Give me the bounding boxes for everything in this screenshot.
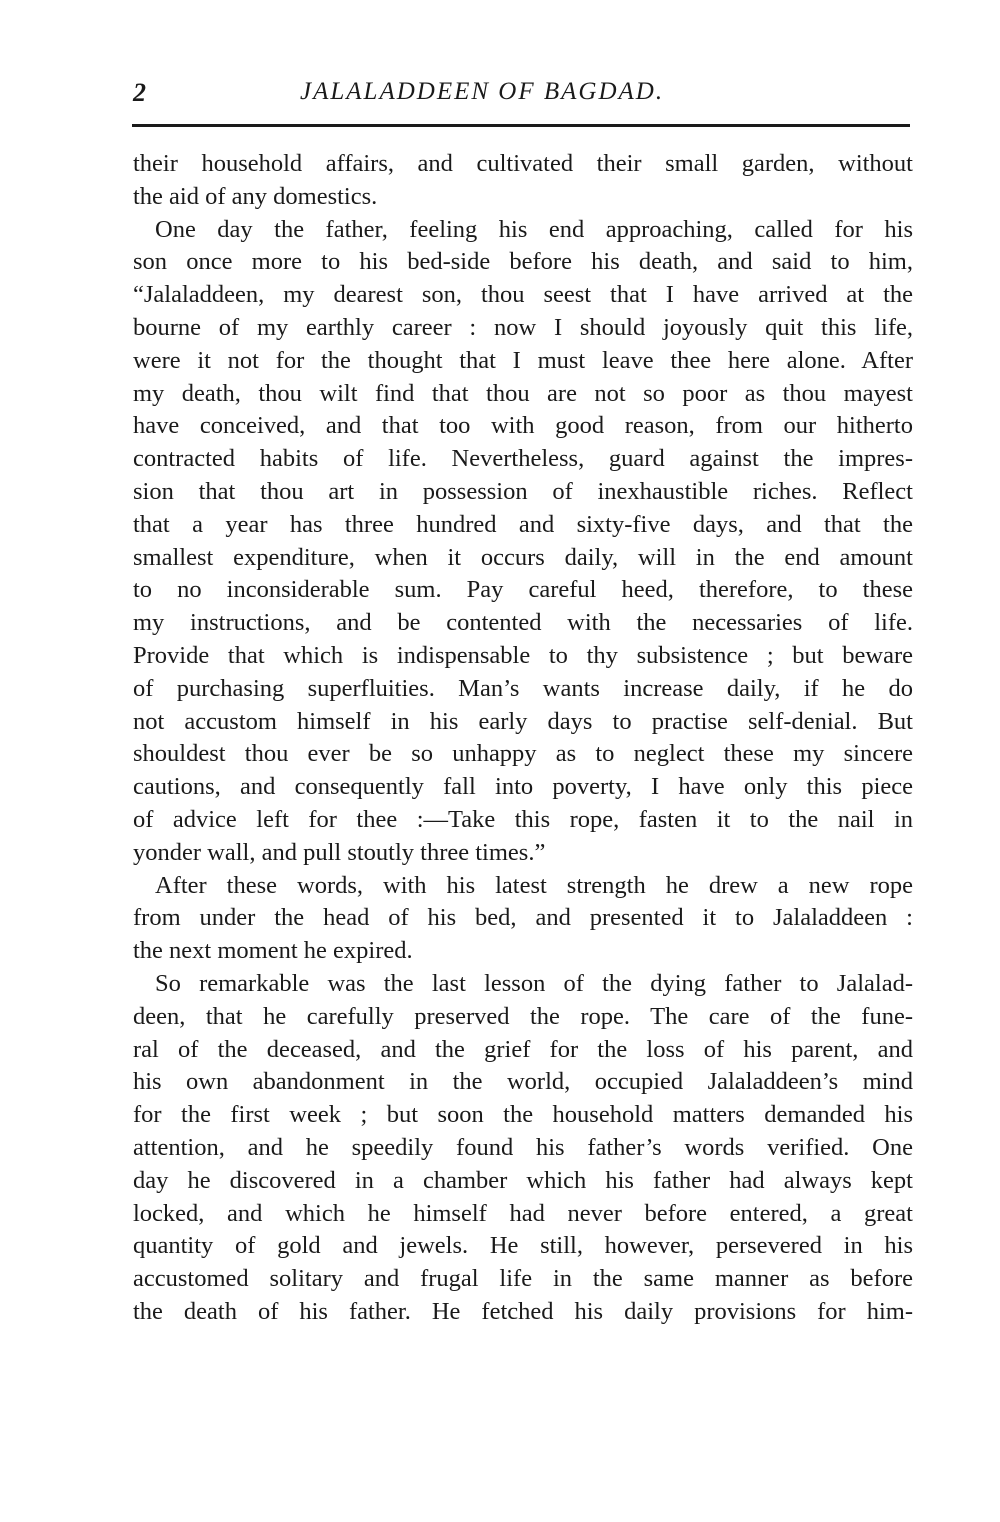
page-number: 2	[133, 78, 146, 107]
text-line: locked, and which he himself had never before entered, a great	[133, 1199, 913, 1227]
text-line: deen, that he carefully preserved the rope. The care of the fune-	[133, 1002, 913, 1030]
text-line: shouldest thou ever be so unhappy as to neglect these my sincere	[133, 740, 913, 768]
text-line: for the first week ; but soon the household matters demanded his	[133, 1101, 913, 1129]
text-line: the aid of any domestics.	[133, 182, 378, 210]
text-line: their household affairs, and cultivated their small garden, without	[133, 150, 913, 177]
text-line: bourne of my earthly career : now I should joyously quit this life,	[133, 313, 913, 341]
text-line: One day the father, feeling his end approaching, called for his	[155, 215, 913, 243]
text-line: have conceived, and that too with good reason, from our hitherto	[133, 412, 913, 440]
text-line: cautions, and consequently fall into poverty, I have only this piece	[133, 773, 913, 801]
text-line: my death, thou wilt find that thou are not so poor as thou mayest	[133, 379, 913, 407]
body-text	[133, 148, 913, 1329]
text-line: of purchasing superfluities. Man’s wants increase daily, if he do	[133, 674, 913, 702]
text-line: to no inconsiderable sum. Pay careful heed, therefore, to these	[133, 576, 913, 604]
text-line: accustomed solitary and frugal life in the same manner as before	[133, 1265, 913, 1293]
text-line: from under the head of his bed, and presented it to Jalaladdeen :	[133, 904, 913, 932]
text-line: attention, and he speedily found his father’s words verified. One	[133, 1133, 913, 1161]
text-line: were it not for the thought that I must leave thee here alone. After	[133, 346, 913, 374]
text-line: yonder wall, and pull stoutly three times.”	[133, 838, 546, 866]
text-line: Provide that which is indispensable to thy subsistence ; but beware	[133, 641, 913, 669]
running-title: JALALADDEEN OF BAGDAD.	[300, 78, 665, 105]
text-line: smallest expenditure, when it occurs daily, will in the end amount	[133, 543, 913, 571]
text-line: son once more to his bed-side before his death, and said to him,	[133, 248, 913, 276]
text-line: the next moment he expired.	[133, 937, 413, 965]
text-line: day he discovered in a chamber which his father had always kept	[133, 1166, 913, 1194]
header-rule	[132, 124, 910, 127]
text-line: So remarkable was the last lesson of the dying father to Jalalad-	[155, 969, 913, 997]
text-line: contracted habits of life. Nevertheless, guard against the impres-	[133, 445, 913, 473]
text-line: “Jalaladdeen, my dearest son, thou seest that I have arrived at the	[133, 281, 913, 309]
text-line: that a year has three hundred and sixty-five days, and that the	[133, 510, 913, 538]
text-line: my instructions, and be contented with the necessaries of life.	[133, 609, 913, 637]
text-line: his own abandonment in the world, occupied Jalaladdeen’s mind	[133, 1068, 913, 1096]
text-line: the death of his father. He fetched his daily provisions for him-	[133, 1297, 913, 1325]
text-line: sion that thou art in possession of inexhaustible riches. Reflect	[133, 477, 913, 505]
text-line: of advice left for thee :—Take this rope, fasten it to the nail in	[133, 805, 913, 833]
text-line: quantity of gold and jewels. He still, however, persevered in his	[133, 1232, 913, 1260]
text-line: not accustom himself in his early days to practise self-denial. But	[133, 707, 913, 735]
text-line: After these words, with his latest strength he drew a new rope	[155, 871, 913, 899]
text-line: ral of the deceased, and the grief for the loss of his parent, and	[133, 1035, 913, 1063]
